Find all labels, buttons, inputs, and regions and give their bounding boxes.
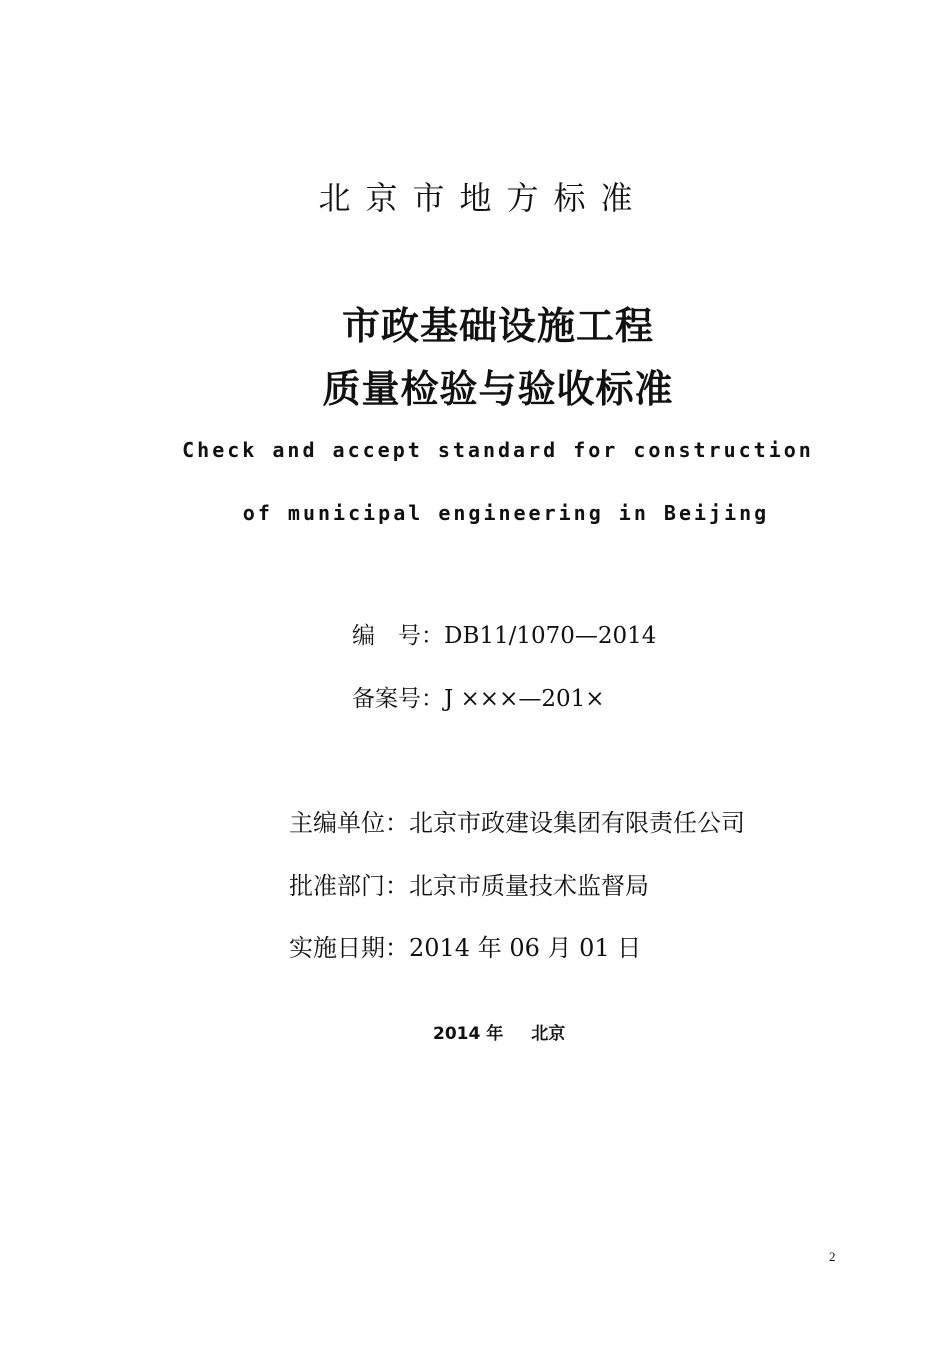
effective-date-value: 2014 年 06 月 01 日 [409,934,642,962]
publication-year: 2014 年 [433,1024,504,1044]
editor-organization [289,811,745,835]
standard-category: 北京市地方标准 [318,179,648,217]
approval-department [289,874,649,898]
publication-city: 北京 [531,1024,566,1044]
approval-department-value: 北京市质量技术监督局 [409,872,649,900]
chinese-title-line-1: 市政基础设施工程 [341,304,654,348]
publication-footer [433,1026,565,1043]
record-number [352,688,605,711]
standard-code [352,625,656,648]
editor-organization-label: 主编单位： [289,809,409,837]
english-title-line-1: Check and accept standard for construction [182,438,814,462]
standard-code-label: 编 号： [352,623,444,649]
record-number-value: J ×××—201× [444,686,605,712]
english-title-line-2: of municipal engineering in Beijing [242,501,770,525]
chinese-title-line-2: 质量检验与验收标准 [322,367,674,411]
record-number-label: 备案号： [352,686,444,712]
standard-code-value: DB11/1070—2014 [444,623,657,649]
editor-organization-value: 北京市政建设集团有限责任公司 [409,809,745,837]
effective-date-label: 实施日期： [289,934,409,962]
approval-department-label: 批准部门： [289,872,409,900]
effective-date [289,936,641,960]
page-number: 2 [829,1249,836,1264]
